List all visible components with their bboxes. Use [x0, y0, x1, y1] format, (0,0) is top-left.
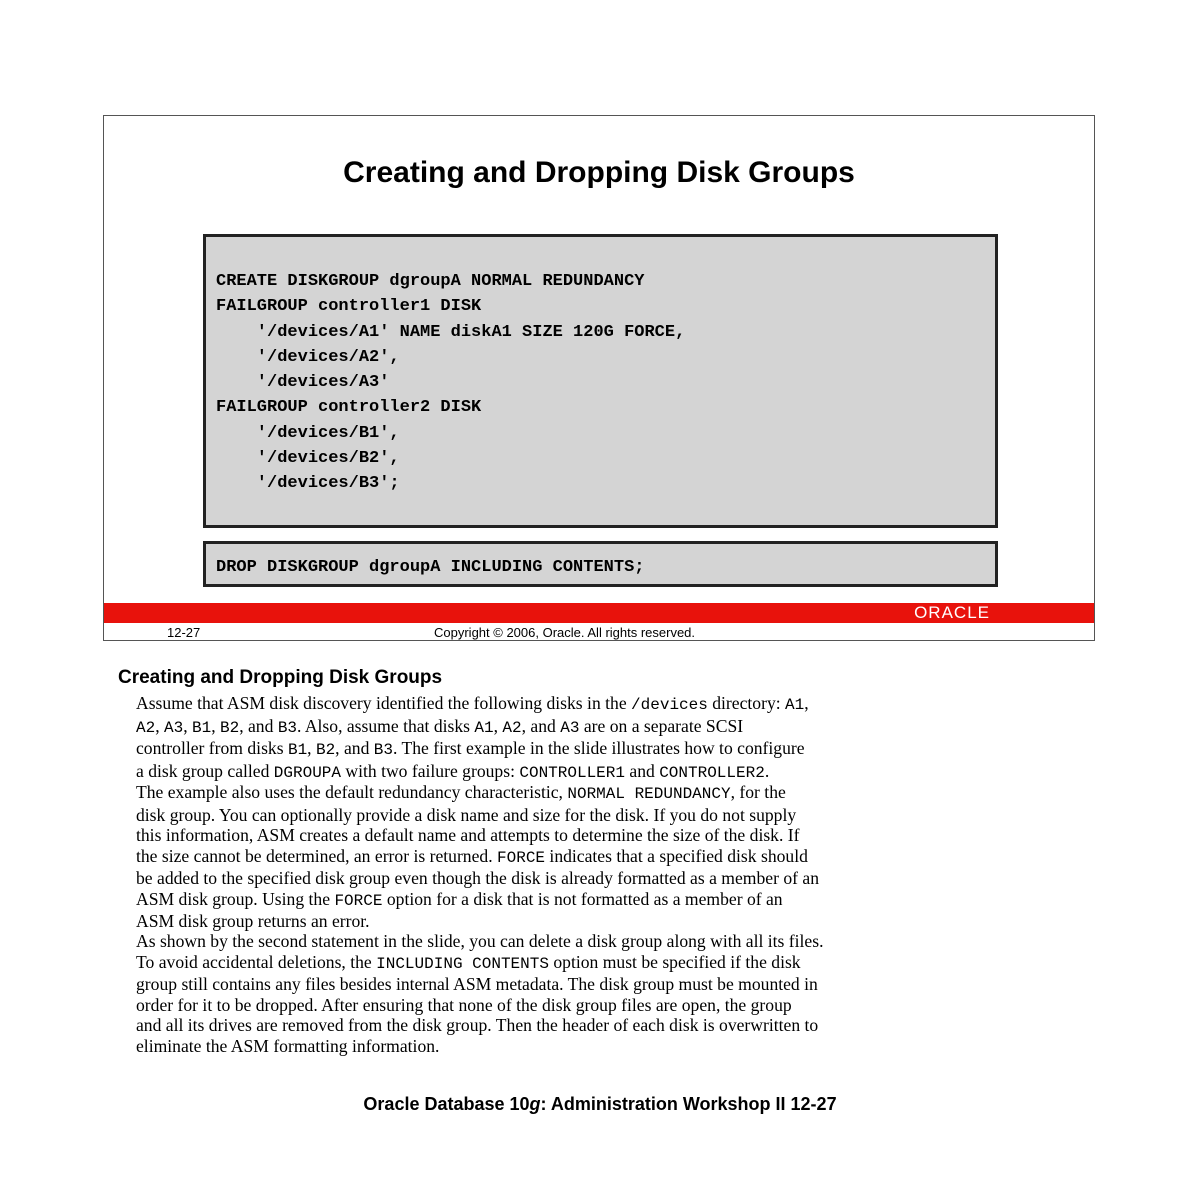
text-run: . Also, assume that disks: [297, 715, 475, 736]
code-line: '/devices/A1' NAME diskA1 SIZE 120G FORCE,: [216, 322, 686, 342]
inline-code: FORCE: [497, 848, 546, 867]
text-run: As shown by the second statement in the slide, you can delete a disk group along with all its files.: [136, 931, 824, 951]
code-line: '/devices/B2',: [216, 449, 400, 469]
text-line: [136, 782, 1096, 805]
inline-code: DGROUPA: [273, 763, 341, 782]
text-run: ASM disk group. Using the: [136, 888, 335, 909]
text-line: [136, 1015, 1096, 1036]
notes-paragraph-1: [136, 693, 1096, 783]
text-run: The example also uses the default redundancy characteristic,: [136, 782, 568, 802]
code-line: CREATE DISKGROUP dgroupA NORMAL REDUNDANCY: [216, 272, 645, 291]
inline-code: FORCE: [334, 891, 383, 910]
text-run: eliminate the ASM formatting information.: [136, 1035, 440, 1056]
text-run: Assume that ASM disk discovery identified the following disks in the: [136, 693, 632, 713]
text-run: ,: [183, 715, 192, 736]
text-run: ,: [493, 715, 503, 736]
inline-code: B2: [315, 741, 336, 759]
slide-frame: [103, 115, 1095, 641]
text-run: group still contains any files besides internal ASM metadata. The disk group must be mounted in: [136, 974, 818, 994]
code-line: '/devices/B3';: [216, 474, 400, 494]
text-line: [136, 716, 1096, 739]
copyright-notice: Copyright © 2006, Oracle. All rights reserved.: [434, 625, 696, 640]
inline-code: INCLUDING CONTENTS: [376, 954, 549, 973]
text-run: ,: [211, 715, 220, 736]
inline-code: B1: [287, 741, 308, 759]
text-line: [136, 974, 1096, 995]
text-run: , and: [239, 715, 278, 736]
text-line: [136, 846, 1096, 869]
inline-code: /devices: [631, 696, 708, 714]
text-run: ASM disk group returns an error.: [136, 911, 370, 931]
oracle-red-bar: [104, 603, 1094, 623]
code-line: DROP DISKGROUP dgroupA INCLUDING CONTENTS;: [216, 558, 645, 577]
text-line: [136, 825, 1096, 846]
text-run: be added to the specified disk group even though the disk is already formatted as a member of an: [136, 868, 820, 888]
text-run: ,: [307, 738, 316, 758]
text-run: the size cannot be determined, an error is returned.: [136, 845, 498, 866]
code-line: FAILGROUP controller2 DISK: [216, 398, 482, 418]
text-run: with two failure groups:: [341, 760, 520, 781]
text-run: To avoid accidental deletions, the: [136, 951, 377, 972]
text-run: ,: [804, 693, 809, 713]
text-run: option for a disk that is not formatted as a member of an: [382, 888, 783, 909]
text-line: [136, 868, 1096, 889]
page-footer: [0, 1094, 1200, 1115]
inline-code: NORMAL REDUNDANCY: [567, 785, 731, 803]
inline-code: CONTROLLER1: [519, 763, 625, 782]
inline-code: A1: [474, 718, 494, 737]
inline-code: B3: [277, 718, 298, 737]
text-line: [136, 738, 1096, 761]
text-line: [136, 761, 1096, 784]
text-line: [136, 931, 1096, 952]
text-run: directory:: [707, 693, 786, 713]
inline-code: A3: [560, 718, 580, 737]
inline-code: A1: [785, 696, 805, 714]
footer-text-after: : Administration Workshop II 12-27: [540, 1094, 837, 1114]
notes-paragraph-3: [136, 931, 1096, 1056]
text-line: [136, 952, 1096, 975]
inline-code: B2: [220, 718, 240, 737]
code-line: '/devices/A3': [216, 373, 390, 393]
oracle-logo: ORACLE: [914, 603, 990, 622]
text-run: order for it to be dropped. After ensuring that none of the disk group files are open, the group: [136, 994, 792, 1015]
inline-code: B1: [192, 718, 212, 737]
footer-text-before: Oracle Database 10: [363, 1094, 530, 1114]
text-run: , and: [521, 715, 561, 736]
footer-text-italic: g: [529, 1094, 541, 1114]
text-run: controller from disks: [136, 738, 288, 758]
notes-paragraph-2: [136, 782, 1096, 932]
code-line: FAILGROUP controller1 DISK: [216, 297, 482, 317]
text-run: . The first example in the slide illustrates how to configure: [392, 738, 805, 758]
text-line: [136, 995, 1096, 1016]
text-run: indicates that a specified disk should: [545, 845, 808, 866]
inline-code: A2: [136, 718, 156, 737]
text-run: , for the: [730, 782, 786, 802]
notes-heading: Creating and Dropping Disk Groups: [118, 667, 443, 688]
text-line: [136, 693, 1096, 716]
inline-code: CONTROLLER2: [659, 763, 765, 782]
text-line: [136, 889, 1096, 912]
slide-number: 12-27: [167, 625, 201, 640]
text-run: , and: [335, 738, 374, 758]
drop-diskgroup-code-box: [203, 541, 998, 587]
text-line: [136, 1036, 1096, 1057]
code-line: '/devices/B1',: [216, 423, 400, 443]
text-run: this information, ASM creates a default name and attempts to determine the size of the disk. If: [136, 825, 800, 845]
text-line: [136, 911, 1096, 932]
text-run: and all its drives are removed from the disk group. Then the header of each disk is overwritten to: [136, 1015, 819, 1035]
code-line: '/devices/A2',: [216, 347, 400, 367]
inline-code: A2: [502, 718, 522, 737]
text-line: [136, 805, 1096, 826]
create-diskgroup-code-box: [203, 234, 998, 528]
text-run: a disk group called: [136, 760, 274, 781]
text-run: option must be specified if the disk: [548, 951, 801, 972]
slide-title: Creating and Dropping Disk Groups: [343, 156, 855, 189]
text-run: .: [764, 760, 770, 781]
text-run: ,: [155, 715, 164, 736]
inline-code: B3: [373, 741, 393, 759]
text-run: and: [624, 760, 660, 781]
text-run: are on a separate SCSI: [579, 715, 744, 736]
text-run: disk group. You can optionally provide a disk name and size for the disk. If you do not supply: [136, 804, 797, 825]
inline-code: A3: [164, 718, 184, 737]
